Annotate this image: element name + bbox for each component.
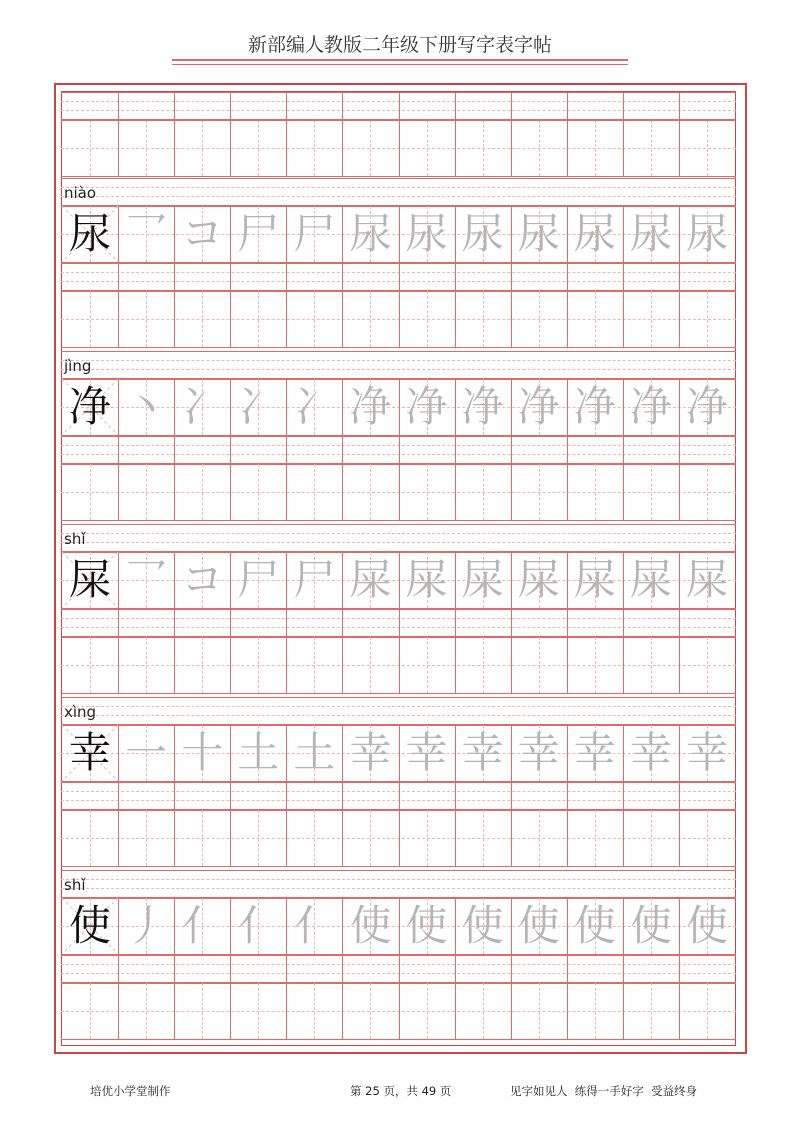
trace-stroke: 幸 [405,728,448,777]
trace-stroke: 幸 [573,728,616,777]
trace-stroke: 使 [405,901,448,950]
trace-stroke: 十 [181,728,224,777]
cell-divider [567,983,568,1039]
pinyin-label: jìng [64,357,92,375]
model-character: 幸 [69,728,112,777]
trace-stroke: 乛 [125,209,168,258]
trace-stroke: 净 [629,382,672,431]
cell-divider [118,955,119,982]
trace-stroke: 幸 [349,728,392,777]
cell-divider [342,955,343,982]
trace-stroke: 使 [685,901,728,950]
trace-stroke: 使 [461,901,504,950]
page-title: 新部编人教版二年级下册写字表字帖 [247,34,552,56]
trace-stroke: 冫 [181,382,224,431]
cell-divider [679,955,680,982]
trace-stroke: 幸 [517,728,560,777]
cell-divider [623,955,624,982]
pinyin-label: shǐ [64,530,86,548]
trace-stroke: 尸 [293,555,336,604]
cell-divider [230,983,231,1039]
pinyin-label: xìng [64,703,97,721]
cell-center-guide [202,983,203,1039]
cell-divider [399,983,400,1039]
cell-divider [567,955,568,982]
model-character: 屎 [69,555,112,604]
trace-stroke: 尿 [461,209,504,258]
cell-divider [455,983,456,1039]
cell-divider [679,983,680,1039]
trace-stroke: 冫 [293,382,336,431]
trace-stroke: 尿 [405,209,448,258]
square-bottom-line [61,1039,736,1040]
trace-stroke: 屎 [517,555,560,604]
trace-stroke: 亻 [237,901,280,950]
cell-divider [342,983,343,1039]
trace-stroke: 亻 [293,901,336,950]
cell-divider [623,983,624,1039]
cell-center-guide [314,983,315,1039]
footer-motto: 见字如见人 练得一手好字 受益终身 [510,1084,698,1098]
trace-stroke: 净 [461,382,504,431]
cell-center-guide [258,983,259,1039]
model-character: 尿 [69,209,112,258]
footer-page-number: 第 25 页，共 49 页 [350,1084,452,1098]
trace-stroke: コ [181,209,224,258]
trace-stroke: 净 [685,382,728,431]
cell-divider [230,955,231,982]
pinyin-label: shǐ [64,876,86,894]
trace-stroke: コ [181,555,224,604]
trace-stroke: 净 [405,382,448,431]
cell-divider [455,955,456,982]
trace-stroke: 幸 [629,728,672,777]
cell-center-guide [483,983,484,1039]
trace-stroke: 冫 [237,382,280,431]
trace-stroke: 土 [237,728,280,777]
cell-center-guide [651,983,652,1039]
trace-stroke: 净 [517,382,560,431]
trace-stroke: 使 [349,901,392,950]
trace-stroke: 乛 [125,555,168,604]
trace-stroke: 屎 [573,555,616,604]
trace-stroke: 亻 [181,901,224,950]
cell-divider [174,955,175,982]
trace-stroke: 尿 [517,209,560,258]
trace-stroke: 尿 [685,209,728,258]
cell-divider [511,983,512,1039]
trace-stroke: 丿 [125,901,168,950]
cell-center-guide [539,983,540,1039]
trace-stroke: 尿 [349,209,392,258]
model-character: 净 [69,382,112,431]
trace-stroke: 尿 [629,209,672,258]
cell-center-guide [595,983,596,1039]
trace-stroke: 土 [293,728,336,777]
trace-stroke: 尸 [237,209,280,258]
cell-center-guide [707,983,708,1039]
trace-stroke: 尸 [293,209,336,258]
trace-stroke: 屎 [349,555,392,604]
trace-stroke: 使 [573,901,616,950]
cell-divider [399,955,400,982]
cell-divider [511,955,512,982]
cell-divider [286,983,287,1039]
cell-divider [286,955,287,982]
trace-stroke: 使 [517,901,560,950]
cell-divider [118,983,119,1039]
trace-stroke: 净 [573,382,616,431]
trace-stroke: 丶 [125,382,168,431]
model-character: 使 [69,901,112,950]
trace-stroke: 屎 [405,555,448,604]
trace-stroke: 净 [349,382,392,431]
cell-center-guide [146,983,147,1039]
trace-stroke: 尸 [237,555,280,604]
trace-stroke: 幸 [461,728,504,777]
trace-stroke: 屎 [685,555,728,604]
footer-maker: 培优小学堂制作 [90,1084,171,1098]
trace-stroke: 屎 [629,555,672,604]
trace-stroke: 一 [125,728,168,777]
pinyin-label: niào [64,184,97,202]
trace-stroke: 幸 [685,728,728,777]
cell-center-guide [90,983,91,1039]
cell-center-guide [370,983,371,1039]
cell-center-guide [427,983,428,1039]
cell-divider [174,983,175,1039]
trace-stroke: 使 [629,901,672,950]
trace-stroke: 尿 [573,209,616,258]
trace-stroke: 屎 [461,555,504,604]
